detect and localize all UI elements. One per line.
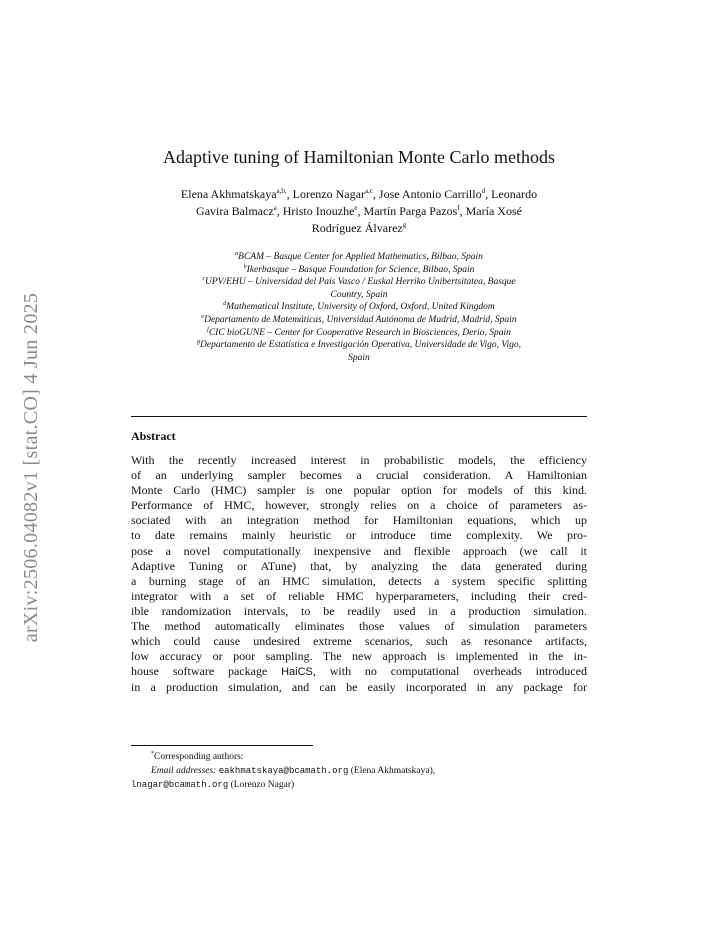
affiliation: [140, 251, 578, 264]
abstract-line: integrator with a set of reliable HMC hyperparameters, including their cred-: [131, 588, 587, 603]
abstract-line: pose a novel computationally inexpensive and flexible approach (we call it: [131, 543, 587, 558]
abstract-line: a burning stage of an HMC simulation, detects a system specific splitting: [131, 573, 587, 588]
footnote-emails-cont: [131, 778, 587, 792]
arxiv-id[interactable]: arXiv:2506.04082v1 [stat.CO] 4 Jun 2025: [20, 292, 43, 642]
software-package-name: HaiCS: [281, 666, 313, 679]
abstract-line: [131, 664, 587, 680]
abstract-line: sociated with an integration method for Hamiltonian equations, which up: [131, 513, 587, 528]
paper-title: Adaptive tuning of Hamiltonian Monte Carlo methods: [163, 147, 555, 167]
abstract-line: to date remains mainly heuristic or introduce time complexity. We pro-: [131, 528, 587, 543]
affiliation-mark: a: [235, 250, 239, 257]
abstract-line: which could cause undesired extreme scenarios, such as resonance artifacts,: [131, 634, 587, 649]
author-name: Elena Akhmatskaya: [180, 187, 277, 201]
abstract-line: in a production simulation, and can be easily incorporated in any package for: [131, 680, 587, 695]
arxiv-stamp: [12, 262, 52, 672]
author-name: , Jose Antonio Carrillo: [372, 187, 482, 201]
abstract-line: of an underlying sampler becomes a crucial consideration. A Hamiltonian: [131, 468, 587, 483]
abstract-line: With the recently increased interest in probabilistic models, the efficiency: [131, 453, 587, 467]
author-affil-mark: a,b,: [276, 187, 287, 195]
author-list: [131, 186, 587, 237]
footnotes: [131, 750, 587, 792]
author-affil-mark: a: [273, 204, 277, 212]
affiliation: [140, 264, 578, 277]
affiliation: [140, 339, 578, 352]
affiliation-list: [140, 251, 578, 364]
affiliation-continued: Country, Spain: [330, 289, 388, 300]
abstract-line: Monte Carlo (HMC) sampler is one popular option for models of this kind.: [131, 483, 587, 498]
affiliation-text: CIC bioGUNE – Center for Cooperative Research in Biosciences, Derio, Spain: [208, 327, 511, 338]
footnote-emails: [131, 764, 587, 778]
affiliation-mark: d: [223, 301, 227, 308]
affiliation-text: Departamento de Matemáticas, Universidad Autónoma de Madrid, Madrid, Spain: [204, 314, 517, 325]
footnote-corresponding: [131, 750, 587, 764]
affiliation: [140, 327, 578, 340]
abstract-line: ible randomization intervals, to be readily used in a production simulation.: [131, 603, 587, 618]
affiliation-continued: Spain: [348, 352, 370, 363]
footnote-rule: [131, 745, 313, 746]
footnote-text: Corresponding authors:: [154, 752, 244, 762]
author-affil-mark: g: [402, 221, 407, 229]
affiliation-text: Mathematical Institute, University of Oxford, Oxford, United Kingdom: [226, 302, 495, 313]
abstract-line: low accuracy or poor sampling. The new approach is implemented in the in-: [131, 649, 587, 664]
email-label: Email addresses:: [151, 766, 217, 776]
abstract-line: Adaptive Tuning or ATune) that, by analyzing the data generated during: [131, 558, 587, 573]
affiliation-mark: c: [202, 276, 206, 283]
affiliation: [140, 301, 578, 314]
affiliation-text: Ikerbasque – Basque Foundation for Science, Bilbao, Spain: [246, 264, 475, 275]
author-name: , Martín Parga Pazos: [357, 204, 458, 218]
author-affil-mark: a,c: [364, 187, 373, 195]
affiliation: [140, 276, 578, 289]
author-name: , Leonardo: [485, 187, 538, 201]
affiliation: [140, 314, 578, 327]
affiliation-mark: e: [201, 313, 205, 320]
author-affil-mark: e: [354, 204, 358, 212]
email-owner: (Lorenzo Nagar): [228, 780, 295, 790]
affiliation-mark: b: [243, 263, 247, 270]
author-affil-mark: d: [481, 187, 486, 195]
affiliation-text: UPV/EHU – Universidad del País Vasco / Euskal Herriko Unibertsitatea, Basque: [205, 277, 516, 288]
author-affil-mark: f: [457, 204, 460, 212]
abstract-text: house software package: [131, 664, 282, 679]
author-name: , Hristo Inouzhe: [276, 204, 355, 218]
affiliation-mark: g: [197, 339, 200, 345]
author-name: Gavira Balmacz: [196, 204, 274, 218]
email-owner: (Elena Akhmatskaya),: [348, 766, 436, 776]
abstract-body: [131, 453, 587, 696]
author-name: Rodríguez Álvarez: [311, 221, 403, 235]
affiliation-mark: f: [207, 326, 209, 333]
abstract-top-rule: [131, 416, 587, 417]
abstract-text: , with no computational overheads introduced: [312, 664, 587, 679]
footnote-mark: *: [151, 750, 154, 757]
abstract-line: Performance of HMC, however, strongly relies on a choice of parameters as-: [131, 498, 587, 513]
abstract-line: The method automatically eliminates those values of simulation parameters: [131, 619, 587, 634]
abstract-heading: Abstract: [131, 429, 176, 443]
author-name: , María Xosé: [459, 204, 522, 218]
email-link[interactable]: eakhmatskaya@bcamath.org: [218, 766, 349, 776]
affiliation-text: Departamento de Estatística e Investigación Operativa, Universidade de Vigo, Vigo,: [200, 340, 521, 351]
affiliation-text: BCAM – Basque Center for Applied Mathematics, Bilbao, Spain: [238, 252, 483, 262]
author-name: , Lorenzo Nagar: [286, 187, 365, 201]
email-link[interactable]: lnagar@bcamath.org: [131, 780, 229, 790]
